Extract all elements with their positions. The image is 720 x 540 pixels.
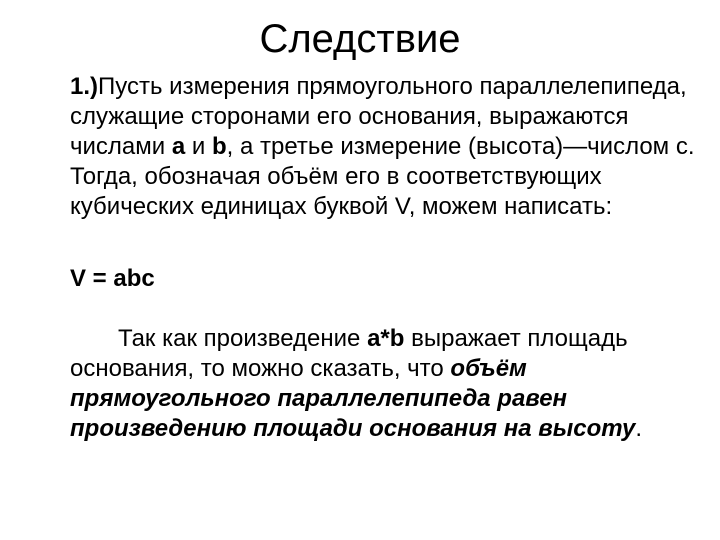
paragraph-2-end: . <box>635 415 642 442</box>
product-ab: a*b <box>367 325 405 352</box>
paragraph-1-text-b: и <box>185 133 212 160</box>
slide-title: Следствие <box>259 17 461 61</box>
variable-b: b <box>211 133 227 160</box>
paragraph-2 <box>70 324 710 444</box>
volume-formula <box>70 264 710 324</box>
formula-text: V = abc <box>70 265 155 292</box>
paragraph-2-text-b: выражает площадь основания, то можно сказать, что <box>70 325 628 382</box>
paragraph-2-text-a: Так как произведение <box>118 325 368 352</box>
paragraph-1-text-c: , а третье измерение (высота)—числом с. Тогда, обозначая объём его в соответствующих кубических единицах буквой V, можем написать: <box>70 133 695 220</box>
conclusion-statement: объём прямоугольного параллелепипеда равен произведению площади основания на высоту <box>70 355 636 442</box>
paragraph-1 <box>70 72 710 264</box>
item-number: 1.) <box>70 73 99 100</box>
slide-body <box>70 72 710 444</box>
variable-a: a <box>171 133 186 160</box>
paragraph-1-text-a: Пусть измерения прямоугольного параллелепипеда, служащие сторонами его основания, выражаются числами <box>70 73 687 160</box>
